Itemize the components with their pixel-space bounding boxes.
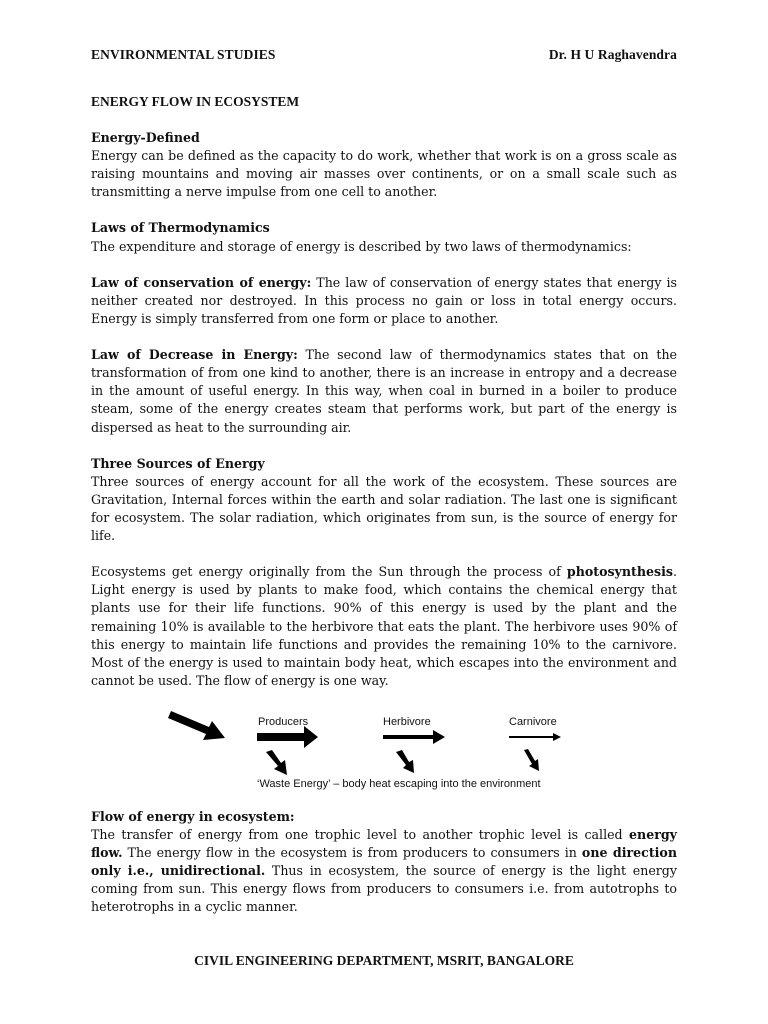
laws-heading: Laws of Thermodynamics <box>91 220 270 236</box>
sources-text: Three sources of energy account for all the work of the ecosystem. These sources are Gravitation, Internal forces within the earth and solar radiation. The last one is significant for ecosystem. The solar radiation, which originates from sun, is the source of energy for life. <box>91 473 677 544</box>
carnivore-label: Carnivore <box>509 715 557 728</box>
sun-input-arrow <box>168 711 225 740</box>
energy-defined-heading: Energy-Defined <box>91 130 200 145</box>
flow-paragraph <box>91 808 677 917</box>
laws-paragraph <box>91 219 677 255</box>
flow-text-1: The transfer of energy from one trophic level to another trophic level is called <box>91 827 630 842</box>
law2-title: Law of Decrease in Energy: <box>91 347 298 363</box>
energy-defined-text: Energy can be defined as the capacity to do work, whether that work is on a gross scale as raising mountains and moving air masses over continents, or on a small scale such as transmitting a nerve impulse from one cell to another. <box>91 148 677 200</box>
energy-defined-paragraph <box>91 129 677 201</box>
sources-paragraph <box>91 455 677 545</box>
flow-bold-1: energy flow. <box>91 827 677 861</box>
waste-arrow-herbivore <box>396 750 414 773</box>
law2-paragraph <box>91 346 677 436</box>
law1-text: The law of conservation of energy states that energy is neither created nor destroyed. In this process no gain or loss in total energy occurs. Energy is simply transferred from one form or place to another. <box>91 274 677 326</box>
herbivore-label: Herbivore <box>383 715 431 728</box>
law2-text: The second law of thermodynamics states that on the transformation of from one kind to another, there is an increase in entropy and a decrease in the amount of useful energy. In this way, when coal in burned in a boiler to produce steam, some of the energy creates steam that performs work, but part of the energy is dispersed as heat to the surrounding air. <box>91 347 678 435</box>
energy-flow-diagram <box>91 696 677 796</box>
page-title: ENERGY FLOW IN ECOSYSTEM <box>91 94 300 109</box>
flow-heading: Flow of energy in ecosystem: <box>91 808 295 824</box>
waste-arrow-producers <box>266 750 287 775</box>
waste-arrow-carnivore <box>524 749 539 771</box>
sources-heading: Three Sources of Energy <box>91 455 265 471</box>
flow-text-2: The energy flow in the ecosystem is from producers to consumers in <box>122 845 582 861</box>
header-course: ENVIRONMENTAL STUDIES <box>91 47 276 62</box>
law1-title: Law of conservation of energy: <box>91 274 312 290</box>
producers-label: Producers <box>258 715 309 728</box>
flow-text-3: Thus in ecosystem, the source of energy is the light energy coming from sun. This energy flows from producers to consumers i.e. from autotrophs to heterotrophs in a cyclic manner. <box>91 863 677 915</box>
photo-post: . Light energy is used by plants to make food, which contains the chemical energy that plants use for their life functions. 90% of this energy is used by the plant and the remaining 10% is available to the herbivore that eats the plant. The herbivore uses 90% of this energy to maintain life functions and provides the remaining 10% to the carnivore. Most of the energy is used to maintain body heat, which escapes into the environment and cannot be used. The flow of energy is one way. <box>91 564 677 688</box>
herbivore-flow-arrow <box>383 730 445 744</box>
carnivore-flow-arrow <box>509 733 561 741</box>
law1-paragraph <box>91 274 677 328</box>
photo-pre: Ecosystems get energy originally from the Sun through the process of <box>91 564 567 580</box>
photosynthesis-paragraph <box>91 563 677 690</box>
laws-text: The expenditure and storage of energy is described by two laws of thermodynamics: <box>91 238 632 254</box>
photo-bold: photosynthesis <box>566 564 673 580</box>
flow-bold-2: one direction only i.e., unidirectional. <box>91 845 677 879</box>
header-author: Dr. H U Raghavendra <box>548 47 677 62</box>
page-footer: CIVIL ENGINEERING DEPARTMENT, MSRIT, BANGALORE <box>194 953 574 968</box>
document-body <box>91 129 677 935</box>
page-header <box>91 47 677 63</box>
waste-energy-caption: ‘Waste Energy’ – body heat escaping into the environment <box>257 777 541 790</box>
